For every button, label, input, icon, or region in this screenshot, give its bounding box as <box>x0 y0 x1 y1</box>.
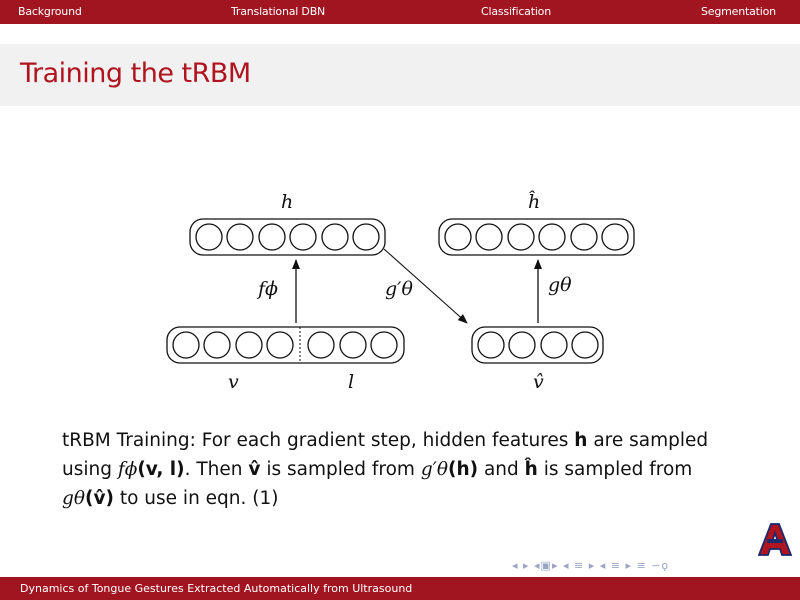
label-h-hat: ĥ <box>528 191 541 213</box>
caption-math-v-hat: v̂ <box>248 459 261 480</box>
nav-item-translational-dbn[interactable]: Translational DBN <box>231 5 326 18</box>
label-h: h <box>281 191 294 213</box>
slide-title: Training the tRBM <box>20 58 251 89</box>
hidden-layer-h-hat <box>439 219 634 255</box>
label-v-hat: v̂ <box>533 371 544 393</box>
visible-layer-v-hat <box>472 327 603 363</box>
caption-math-g-theta: gθ <box>62 488 85 509</box>
nav-item-classification[interactable]: Classification <box>481 5 551 18</box>
caption-math-args: (v, l) <box>137 459 185 480</box>
label-g-theta: gθ <box>548 274 572 296</box>
caption-text: and <box>478 459 525 480</box>
diagram-caption <box>62 426 722 513</box>
beamer-navigation-controls[interactable]: ◂ ▸ ◂▣▸ ◂ ≡ ▸ ◂ ≡ ▸ ≡ ∽ǫ <box>512 559 670 572</box>
nav-item-background[interactable]: Background <box>18 5 82 18</box>
caption-text: are sampled using <box>62 430 709 480</box>
caption-text: to use in eqn. (1) <box>113 488 279 509</box>
caption-math-g-theta-prime: g′θ <box>420 459 448 480</box>
label-g-theta-prime: g′θ <box>385 278 413 300</box>
nav-item-segmentation[interactable]: Segmentation <box>701 5 776 18</box>
footer-bar <box>0 577 800 600</box>
footer-title: Dynamics of Tongue Gestures Extracted Automatically from Ultrasound <box>20 582 413 595</box>
label-f-phi: fϕ <box>258 278 278 300</box>
visible-layer-v-l <box>167 327 404 363</box>
caption-math-f-phi: fϕ <box>117 459 138 480</box>
caption-math-args: (v̂) <box>84 488 114 509</box>
caption-text: tRBM Training: For each gradient step, hidden features <box>62 430 575 451</box>
caption-math-args: (h) <box>448 459 479 480</box>
label-l: l <box>348 371 355 393</box>
label-v: v <box>228 371 239 393</box>
hidden-layer-h <box>190 219 385 255</box>
caption-text: is sampled from <box>260 459 421 480</box>
caption-bold-h: h <box>574 430 588 451</box>
caption-text: . Then <box>184 459 249 480</box>
university-logo-icon <box>758 522 792 556</box>
caption-text: is sampled from <box>537 459 693 480</box>
caption-math-h-hat: ĥ <box>524 459 538 480</box>
